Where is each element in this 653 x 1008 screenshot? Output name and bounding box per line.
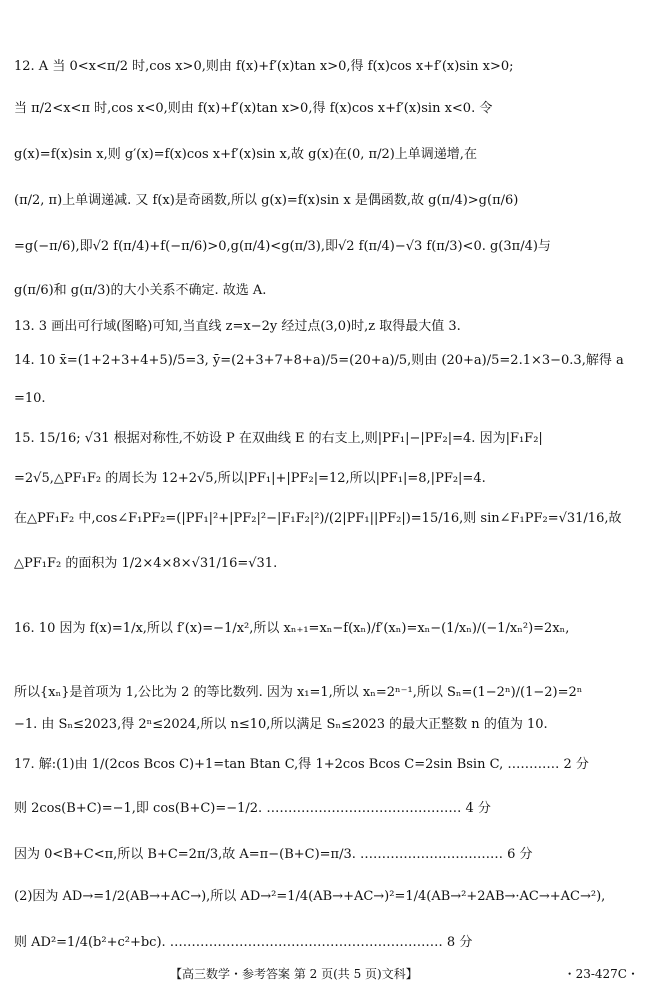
q14-line-2: =10. bbox=[14, 391, 46, 406]
q12-line-5: =g(−π/6),即√2 f(π/4)+f(−π/6)>0,g(π/4)<g(π/3),即√2 f(π/4)−√3 f(π/3)<0. g(3π/4)与 bbox=[14, 239, 551, 254]
q16-line-1: 16. 10 因为 f(x)=1/x,所以 f′(x)=−1/x²,所以 xₙ₊₁=xₙ−f(xₙ)/f′(xₙ)=xₙ−(1/xₙ)/(−1/xₙ²)=2xₙ, bbox=[14, 621, 570, 636]
q12-line-2: 当 π/2<x<π 时,cos x<0,则由 f(x)+f′(x)tan x>0,得 f(x)cos x+f′(x)sin x<0. 令 bbox=[14, 101, 493, 116]
q17-line-5: 则 AD²=1/4(b²+c²+bc). ……………………………………………………… 8 分 bbox=[14, 935, 473, 950]
q12-line-4: (π/2, π)上单调递减. 又 f(x)是奇函数,所以 g(x)=f(x)sin x 是偶函数,故 g(π/4)>g(π/6) bbox=[14, 193, 519, 208]
q17-line-2: 则 2cos(B+C)=−1,即 cos(B+C)=−1/2. ……………………………………… 4 分 bbox=[14, 801, 491, 816]
footer-code: ・23-427C・ bbox=[563, 967, 639, 981]
q17-line-1: 17. 解:(1)由 1/(2cos Bcos C)+1=tan Btan C,得 1+2cos Bcos C=2sin Bsin C, ………… 2 分 bbox=[14, 757, 589, 772]
q13-line: 13. 3 画出可行域(图略)可知,当直线 z=x−2y 经过点(3,0)时,z 取得最大值 3. bbox=[14, 319, 461, 334]
q15-line-3: 在△PF₁F₂ 中,cos∠F₁PF₂=(|PF₁|²+|PF₂|²−|F₁F₂|²)/(2|PF₁||PF₂|)=15/16,则 sin∠F₁PF₂=√31/16,故 bbox=[14, 511, 622, 526]
q15-line-4: △PF₁F₂ 的面积为 1/2×4×8×√31/16=√31. bbox=[14, 556, 278, 571]
footer-title: 【高三数学・参考答案 第 2 页(共 5 页)文科】 bbox=[170, 967, 418, 981]
q15-line-1: 15. 15/16; √31 根据对称性,不妨设 P 在双曲线 E 的右支上,则|PF₁|−|PF₂|=4. 因为|F₁F₂| bbox=[14, 431, 543, 446]
q16-line-2: 所以{xₙ}是首项为 1,公比为 2 的等比数列. 因为 x₁=1,所以 xₙ=2ⁿ⁻¹,所以 Sₙ=(1−2ⁿ)/(1−2)=2ⁿ bbox=[14, 685, 583, 700]
q16-line-3: −1. 由 Sₙ≤2023,得 2ⁿ≤2024,所以 n≤10,所以满足 Sₙ≤2023 的最大正整数 n 的值为 10. bbox=[14, 717, 548, 732]
q12-line-3: g(x)=f(x)sin x,则 g′(x)=f(x)cos x+f′(x)sin x,故 g(x)在(0, π/2)上单调递增,在 bbox=[14, 147, 477, 162]
q12-line-6: g(π/6)和 g(π/3)的大小关系不确定. 故选 A. bbox=[14, 283, 267, 298]
q17-line-3: 因为 0<B+C<π,所以 B+C=2π/3,故 A=π−(B+C)=π/3. …………………………… 6 分 bbox=[14, 847, 533, 862]
q17-line-4: (2)因为 AD→=1/2(AB→+AC→),所以 AD→²=1/4(AB→+AC→)²=1/4(AB→²+2AB→·AC→+AC→²), bbox=[14, 889, 606, 904]
q12-line-1: 12. A 当 0<x<π/2 时,cos x>0,则由 f(x)+f′(x)tan x>0,得 f(x)cos x+f′(x)sin x>0; bbox=[14, 59, 514, 74]
q14-line-1: 14. 10 x̄=(1+2+3+4+5)/5=3, ȳ=(2+3+7+8+a)/5=(20+a)/5,则由 (20+a)/5=2.1×3−0.3,解得 a bbox=[14, 353, 624, 368]
q15-line-2: =2√5,△PF₁F₂ 的周长为 12+2√5,所以|PF₁|+|PF₂|=12,所以|PF₁|=8,|PF₂|=4. bbox=[14, 471, 486, 486]
